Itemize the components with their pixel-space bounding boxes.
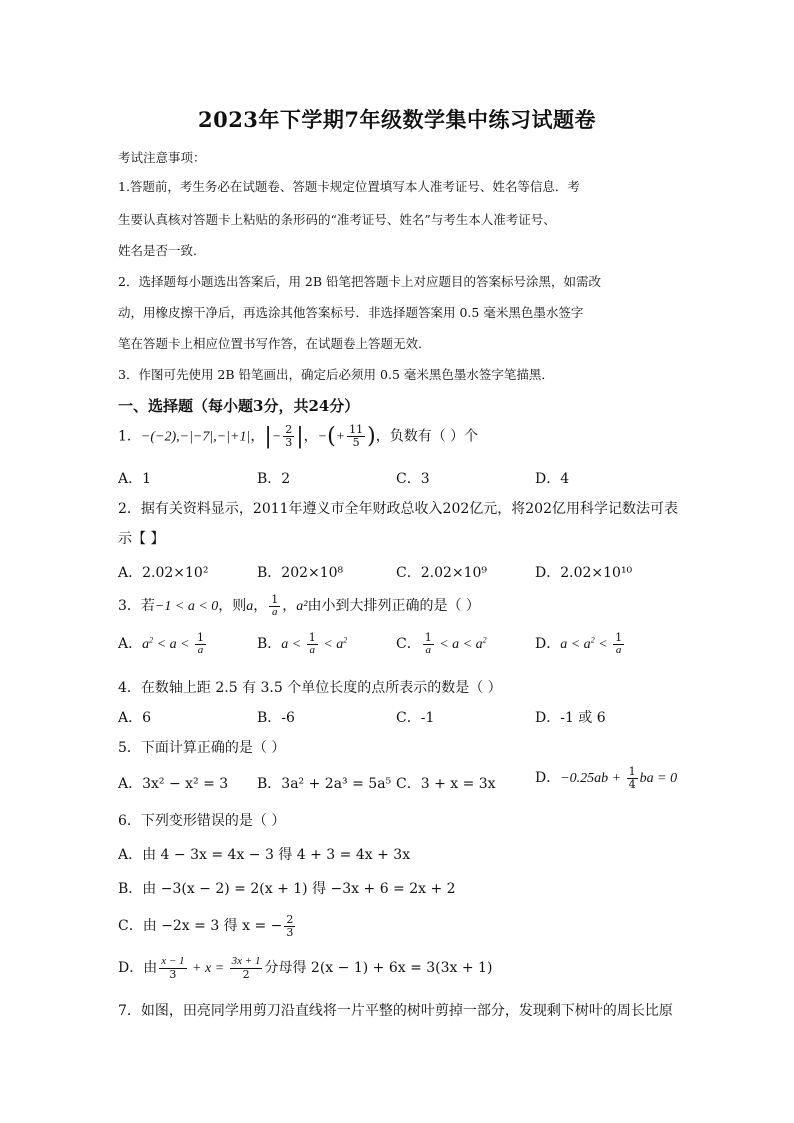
q4-option-d: D．-1 或 6 xyxy=(535,710,606,726)
q1-option-c: C．3 xyxy=(396,471,430,487)
q4-option-a: A．6 xyxy=(118,710,152,726)
q5-option-c: C．3 + x = 3x xyxy=(396,776,496,792)
question-4: 4．在数轴上距 2.5 有 3.5 个单位长度的点所表示的数是（ ） xyxy=(118,680,502,696)
notice-line: 动，用橡皮擦干净后，再选涂其他答案标号．非选择题答案用 0.5 毫米黑色墨水签字 xyxy=(118,305,584,320)
question-7: 7．如图，田亮同学用剪刀沿直线将一片平整的树叶剪掉一部分，发现剩下树叶的周长比原 xyxy=(118,1003,673,1019)
q6-option-d: D．由 $\frac{x - 1}{3}$ + x = $\frac{3x + 1}{2}$ 分母得 2(x − 1) + 6x = 3(3x + 1) xyxy=(118,955,493,981)
q5-option-b: B．3a² + 2a³ = 5a⁵ xyxy=(257,776,392,792)
q1-frac2-num: 11 xyxy=(349,423,364,437)
q3-frac-num: 1 xyxy=(271,593,279,606)
q3-option-b: B．a < $\frac{1}{a}$ < $a^2$ xyxy=(257,631,348,656)
q6-option-b: B．由 −3(x − 2) = 2(x + 1) 得 −3x + 6 = 2x + 2 xyxy=(118,881,456,897)
q3-tail: 由小到大排列正确的是（ ） xyxy=(307,598,480,615)
question-3: 3．若−1 < a < 0，则a， $\frac{1}{a}$ ，a²由小到大排列正确的是（ ） xyxy=(118,593,480,618)
q3-var-a: a xyxy=(246,599,254,615)
q1-option-a: A．1 xyxy=(118,471,152,487)
question-number: 1． xyxy=(118,428,141,445)
q4-option-b: B．-6 xyxy=(257,710,295,726)
q4-option-c: C．-1 xyxy=(396,710,435,726)
q3-mid: ，则 xyxy=(218,598,247,615)
notice-heading: 考试注意事项： xyxy=(118,150,206,165)
q3-frac-den: a xyxy=(272,605,278,618)
q1-frac1-den: 3 xyxy=(285,436,293,449)
q3-option-c: C． $\frac{1}{a}$ < $a < a^2$ xyxy=(396,631,487,656)
q1-option-d: D．4 xyxy=(535,471,570,487)
q5-option-a: A．3x² − x² = 3 xyxy=(118,776,229,792)
q5-option-d: D．−0.25ab + $\frac{1}{4}$ ba = 0 xyxy=(535,765,678,791)
q3-option-a: A．$a^2 < a$ < $\frac{1}{a}$ xyxy=(118,631,205,656)
question-5: 5．下面计算正确的是（ ） xyxy=(118,740,286,756)
q2-option-b: B．202×10⁸ xyxy=(257,565,344,581)
q1-option-b: B．2 xyxy=(257,471,291,487)
question-2-line1: 2．据有关资料显示，2011年遵义市全年财政总收入202亿元，将202亿用科学记数法可表 xyxy=(118,501,678,517)
q3-prefix: 3．若 xyxy=(118,598,155,615)
q2-option-c: C．2.02×10⁹ xyxy=(396,565,488,581)
q6-option-a: A．由 4 − 3x = 4x − 3 得 4 + 3 = 4x + 3x xyxy=(118,847,411,863)
notice-line: 生要认真核对答题卡上粘贴的条形码的“准考证号、姓名”与考生本人准考证号、 xyxy=(118,212,556,227)
question-2-line2: 示【 】 xyxy=(118,531,165,547)
notice-line: 1.答题前，考生务必在试题卷、答题卡规定位置填写本人准考证号、姓名等信息．考 xyxy=(118,179,580,194)
question-1: 1．−(−2),−|−7|,−|+1|，|− $\frac{2}{3}$ |，−(+ $\frac{11}{5}$ )，负数有（ ）个 xyxy=(118,423,479,449)
notice-line: 3．作图可先使用 2B 铅笔画出，确定后必须用 0.5 毫米黑色墨水签字笔描黑． xyxy=(118,367,554,382)
notice-line: 笔在答题卡上相应位置书写作答，在试题卷上答题无效． xyxy=(118,336,431,351)
notice-line: 2．选择题每小题选出答案后，用 2B 铅笔把答题卡上对应题目的答案标号涂黑，如需改 xyxy=(118,274,602,289)
q2-option-a: A．2.02×10² xyxy=(118,565,209,581)
q1-expression: −(−2),−|−7|,−|+1| xyxy=(140,429,251,445)
q3-option-d: D．$a < a^2$ < $\frac{1}{a}$ xyxy=(535,631,623,656)
exam-title: 2023年下学期7年级数学集中练习试题卷 xyxy=(197,107,597,132)
question-6: 6．下列变形错误的是（ ） xyxy=(118,813,286,829)
q3-square: a² xyxy=(296,599,308,615)
q6-option-c: C．由 −2x = 3 得 x = − $\frac{2}{3}$ xyxy=(118,913,294,939)
q1-tail: ，负数有（ ）个 xyxy=(375,428,479,445)
q1-frac2-den: 5 xyxy=(352,436,360,449)
q2-option-d: D．2.02×10¹⁰ xyxy=(535,565,633,581)
q1-frac1-num: 2 xyxy=(285,423,293,437)
notice-line: 姓名是否一致． xyxy=(118,243,206,258)
section-heading: 一、选择题（每小题3分，共24分） xyxy=(118,397,360,415)
q3-condition: −1 < a < 0 xyxy=(154,599,219,615)
